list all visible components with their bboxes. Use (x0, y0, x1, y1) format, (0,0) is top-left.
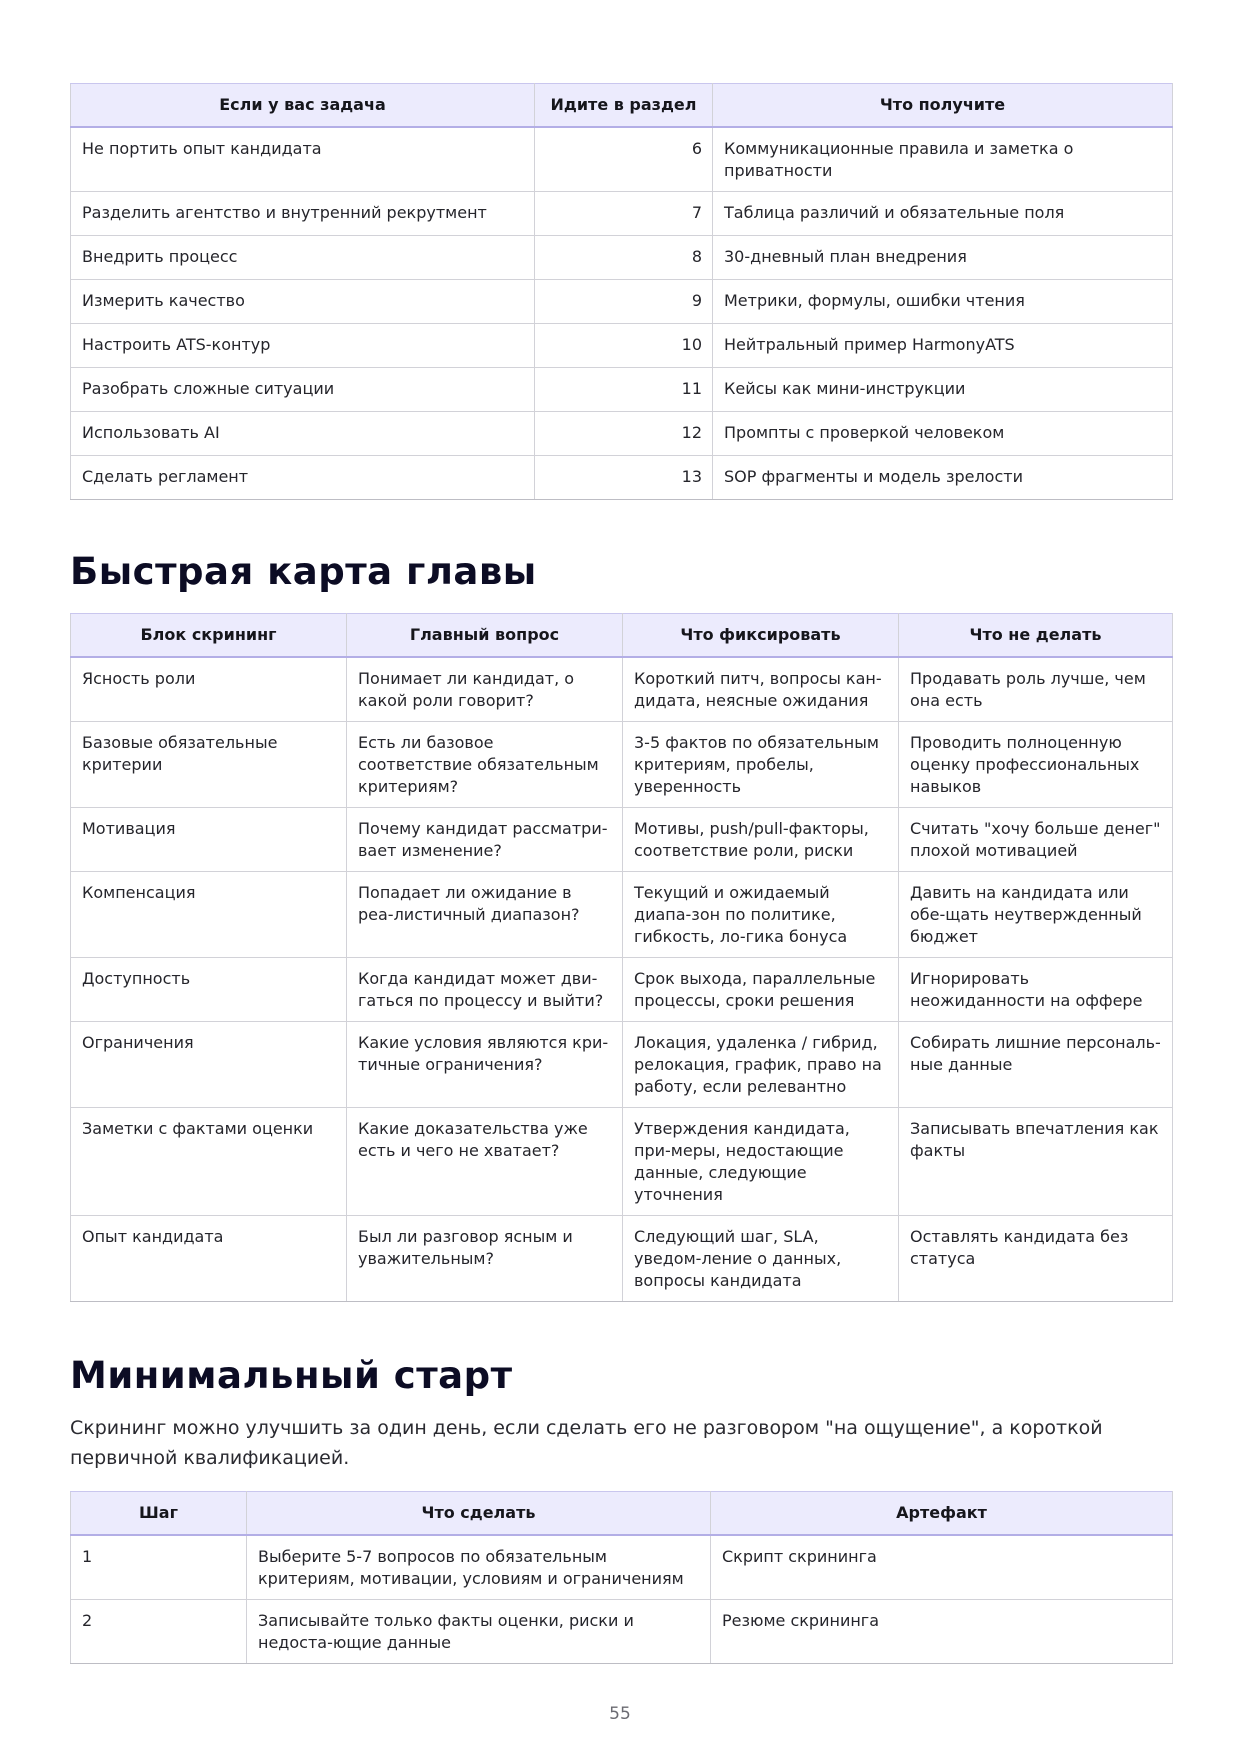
table-cell: Попадает ли ожидание в реа-листичный диапазон? (347, 872, 623, 958)
table-cell: Использовать AI (71, 412, 535, 456)
table-cell: Оставлять кандидата без статуса (899, 1216, 1173, 1302)
table-header-row (71, 1492, 1173, 1536)
table-row (71, 1108, 1173, 1216)
table-cell: Мотивы, push/pull-факторы, соответствие роли, риски (623, 808, 899, 872)
table-row (71, 280, 1173, 324)
table-cell: Короткий питч, вопросы кан-дидата, неясные ожидания (623, 657, 899, 722)
table-cell: Внедрить процесс (71, 236, 535, 280)
table-row (71, 1535, 1173, 1600)
table-cell: Ясность роли (71, 657, 347, 722)
page-content (70, 83, 1172, 1664)
table-cell: Собирать лишние персональ-ные данные (899, 1022, 1173, 1108)
column-header: Главный вопрос (347, 614, 623, 658)
table-cell: 10 (535, 324, 713, 368)
table-row (71, 808, 1173, 872)
table-cell: 11 (535, 368, 713, 412)
table-cell: 7 (535, 192, 713, 236)
table-cell: Давить на кандидата или обе-щать неутвержденный бюджет (899, 872, 1173, 958)
table-cell: 13 (535, 456, 713, 500)
table-cell: Был ли разговор ясным и уважительным? (347, 1216, 623, 1302)
column-header: Что не делать (899, 614, 1173, 658)
table-cell: Текущий и ожидаемый диапа-зон по политике, гибкость, ло-гика бонуса (623, 872, 899, 958)
chapter-map-table (70, 613, 1173, 1302)
table-cell: Измерить качество (71, 280, 535, 324)
table-row (71, 412, 1173, 456)
column-header: Шаг (71, 1492, 247, 1536)
table-cell: Понимает ли кандидат, о какой роли говорит? (347, 657, 623, 722)
column-header: Если у вас задача (71, 84, 535, 128)
table-cell: Настроить ATS-контур (71, 324, 535, 368)
table-cell: Метрики, формулы, ошибки чтения (713, 280, 1173, 324)
table-cell: Доступность (71, 958, 347, 1022)
column-header: Что получите (713, 84, 1173, 128)
table-cell: 30-дневный план внедрения (713, 236, 1173, 280)
table-cell: Локация, удаленка / гибрид, релокация, график, право на работу, если релевантно (623, 1022, 899, 1108)
column-header: Артефакт (711, 1492, 1173, 1536)
table-cell: 8 (535, 236, 713, 280)
table-row (71, 236, 1173, 280)
table-row (71, 1600, 1173, 1664)
table-cell: 9 (535, 280, 713, 324)
table-row (71, 368, 1173, 412)
lead-paragraph: Скрининг можно улучшить за один день, если сделать его не разговором "на ощущение", а короткой первичной квалификацией. (70, 1417, 1103, 1469)
table-cell: Какие условия являются кри-тичные ограничения? (347, 1022, 623, 1108)
table-row (71, 324, 1173, 368)
table-cell: Скрипт скрининга (711, 1535, 1173, 1600)
table-cell: Какие доказательства уже есть и чего не хватает? (347, 1108, 623, 1216)
table-row (71, 1216, 1173, 1302)
table-cell: Записывайте только факты оценки, риски и недоста-ющие данные (247, 1600, 711, 1664)
table-cell: 2 (71, 1600, 247, 1664)
table-cell: Промпты с проверкой человеком (713, 412, 1173, 456)
page-number: 55 (609, 1704, 631, 1724)
table-cell: Не портить опыт кандидата (71, 127, 535, 192)
table-row (71, 456, 1173, 500)
table-cell: Таблица различий и обязательные поля (713, 192, 1173, 236)
column-header: Что сделать (247, 1492, 711, 1536)
table-cell: Опыт кандидата (71, 1216, 347, 1302)
minimal-start-table (70, 1491, 1173, 1664)
table-cell: Выберите 5-7 вопросов по обязательным критериям, мотивации, условиям и ограничениям (247, 1535, 711, 1600)
table-cell: Сделать регламент (71, 456, 535, 500)
table-row (71, 127, 1173, 192)
table-cell: Компенсация (71, 872, 347, 958)
navigation-table (70, 83, 1173, 500)
table-cell: 3-5 фактов по обязательным критериям, пробелы, уверенность (623, 722, 899, 808)
table-cell: Заметки с фактами оценки (71, 1108, 347, 1216)
table-cell: Мотивация (71, 808, 347, 872)
table-cell: Следующий шаг, SLA, уведом-ление о данных, вопросы кандидата (623, 1216, 899, 1302)
table-cell: Проводить полноценную оценку профессиональных навыков (899, 722, 1173, 808)
table-cell: Резюме скрининга (711, 1600, 1173, 1664)
table-cell: Кейсы как мини-инструкции (713, 368, 1173, 412)
table-cell: Срок выхода, параллельные процессы, сроки решения (623, 958, 899, 1022)
table-cell: Разделить агентство и внутренний рекрутмент (71, 192, 535, 236)
table-cell: 1 (71, 1535, 247, 1600)
table-row (71, 657, 1173, 722)
table-cell: Продавать роль лучше, чем она есть (899, 657, 1173, 722)
table-cell: Ограничения (71, 1022, 347, 1108)
table-cell: Игнорировать неожиданности на оффере (899, 958, 1173, 1022)
table-row (71, 872, 1173, 958)
table-cell: Базовые обязательные критерии (71, 722, 347, 808)
table-cell: 6 (535, 127, 713, 192)
table-cell: Почему кандидат рассматри-вает изменение? (347, 808, 623, 872)
table-cell: Утверждения кандидата, при-меры, недостающие данные, следующие уточнения (623, 1108, 899, 1216)
table-cell: 12 (535, 412, 713, 456)
column-header: Что фиксировать (623, 614, 899, 658)
table-cell: Есть ли базовое соответствие обязательным критериям? (347, 722, 623, 808)
table-row (71, 958, 1173, 1022)
table-cell: Считать "хочу больше денег" плохой мотивацией (899, 808, 1173, 872)
table-row (71, 1022, 1173, 1108)
table-header-row (71, 614, 1173, 658)
column-header: Блок скрининг (71, 614, 347, 658)
section-heading-chapter-map: Быстрая карта главы (70, 550, 537, 593)
table-cell: SOP фрагменты и модель зрелости (713, 456, 1173, 500)
table-header-row (71, 84, 1173, 128)
table-cell: Разобрать сложные ситуации (71, 368, 535, 412)
column-header: Идите в раздел (535, 84, 713, 128)
section-heading-minimal-start: Минимальный старт (70, 1354, 513, 1397)
table-cell: Записывать впечатления как факты (899, 1108, 1173, 1216)
table-row (71, 192, 1173, 236)
table-row (71, 722, 1173, 808)
table-cell: Нейтральный пример HarmonyATS (713, 324, 1173, 368)
table-cell: Когда кандидат может дви-гаться по процессу и выйти? (347, 958, 623, 1022)
table-cell: Коммуникационные правила и заметка о приватности (713, 127, 1173, 192)
